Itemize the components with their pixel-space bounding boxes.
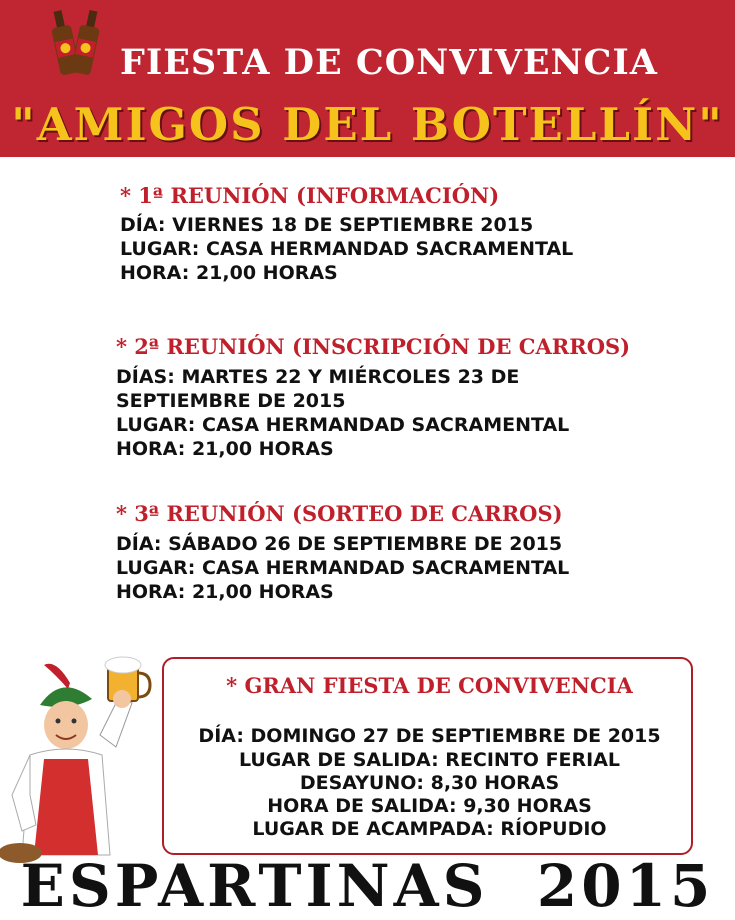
gran-fiesta-line: DÍA: DOMINGO 27 DE SEPTIEMBRE DE 2015 [198, 725, 661, 747]
beer-mascot-illustration [0, 655, 160, 865]
gran-fiesta-title: * GRAN FIESTA DE CONVIVENCIA [226, 673, 633, 698]
meeting-2-line: HORA: 21,00 HORAS [116, 438, 334, 460]
meeting-1-title: * 1ª REUNIÓN (INFORMACIÓN) [120, 183, 500, 208]
event-subtitle: "AMIGOS DEL BOTELLÍN" [11, 98, 724, 151]
meeting-2-title: * 2ª REUNIÓN (INSCRIPCIÓN DE CARROS) [116, 334, 631, 359]
gran-fiesta-line: LUGAR DE SALIDA: RECINTO FERIAL [238, 749, 621, 771]
meeting-2-line: LUGAR: CASA HERMANDAD SACRAMENTAL [116, 414, 570, 436]
event-title: FIESTA DE CONVIVENCIA [120, 42, 658, 83]
meeting-1-line: HORA: 21,00 HORAS [120, 262, 338, 284]
meeting-3-title: * 3ª REUNIÓN (SORTEO DE CARROS) [116, 501, 563, 526]
meeting-3-line: DÍA: SÁBADO 26 DE SEPTIEMBRE DE 2015 [116, 533, 563, 555]
footer-town-year: ESPARTINAS 2015 [20, 852, 715, 920]
gran-fiesta-line: LUGAR DE ACAMPADA: RÍOPUDIO [252, 818, 607, 840]
header-banner [0, 0, 735, 157]
meeting-1-line: DÍA: VIERNES 18 DE SEPTIEMBRE 2015 [120, 214, 534, 236]
beer-bottles-icon [48, 6, 104, 78]
meeting-1-line: LUGAR: CASA HERMANDAD SACRAMENTAL [120, 238, 574, 260]
gran-fiesta-box [162, 657, 693, 855]
meeting-3-line: HORA: 21,00 HORAS [116, 581, 334, 603]
gran-fiesta-line: DESAYUNO: 8,30 HORAS [299, 772, 560, 794]
gran-fiesta-line: HORA DE SALIDA: 9,30 HORAS [267, 795, 592, 817]
meeting-2-line: DÍAS: MARTES 22 Y MIÉRCOLES 23 DE [116, 366, 520, 388]
meeting-3-line: LUGAR: CASA HERMANDAD SACRAMENTAL [116, 557, 570, 579]
meeting-2-line: SEPTIEMBRE DE 2015 [116, 390, 346, 412]
